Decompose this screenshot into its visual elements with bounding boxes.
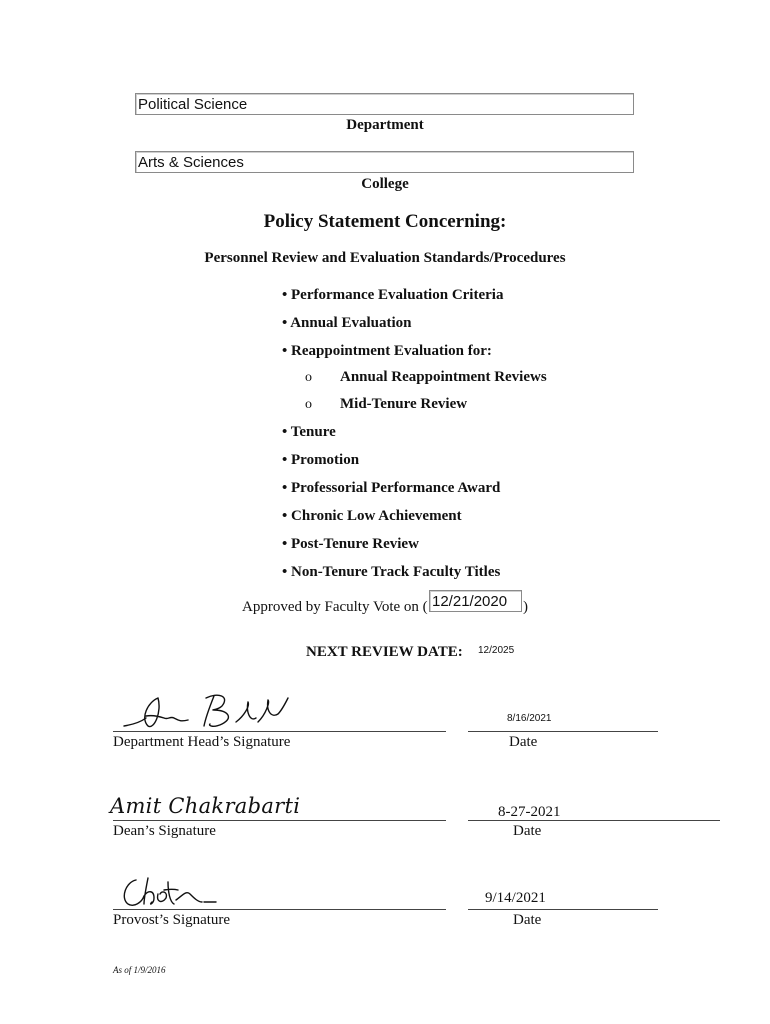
bullet-item: • Annual Evaluation bbox=[282, 315, 412, 331]
department-head-signature bbox=[118, 688, 298, 734]
dean-date[interactable]: 8-27-2021 bbox=[498, 804, 561, 820]
dean-label: Dean’s Signature bbox=[113, 823, 216, 839]
approved-prefix: Approved by Faculty Vote on ( bbox=[242, 599, 428, 615]
provost-date-line bbox=[468, 909, 658, 910]
bullet-item: • Reappointment Evaluation for: bbox=[282, 343, 492, 359]
policy-title: Policy Statement Concerning: bbox=[263, 211, 507, 232]
dean-signature-line bbox=[113, 820, 446, 821]
dean-date-line bbox=[468, 820, 720, 821]
provost-date[interactable]: 9/14/2021 bbox=[485, 890, 546, 906]
sub-bullet-item: Annual Reappointment Reviews bbox=[340, 369, 547, 385]
dean-signature: Amit Chakrabarti bbox=[110, 794, 301, 818]
footer-revision-date: As of 1/9/2016 bbox=[113, 965, 166, 975]
department-field[interactable]: Political Science bbox=[135, 93, 634, 115]
bullet-item: • Promotion bbox=[282, 452, 360, 468]
department-head-label: Department Head’s Signature bbox=[113, 734, 291, 750]
department-head-signature-line bbox=[113, 731, 446, 732]
provost-date-label: Date bbox=[513, 912, 542, 928]
bullet-item: • Post-Tenure Review bbox=[282, 536, 419, 552]
department-label: Department bbox=[346, 117, 424, 133]
bullet-item: • Professorial Performance Award bbox=[282, 480, 501, 496]
department-head-date-label: Date bbox=[509, 734, 538, 750]
bullet-item: • Non-Tenure Track Faculty Titles bbox=[282, 564, 501, 580]
college-field[interactable]: Arts & Sciences bbox=[135, 151, 634, 173]
bullet-item: • Chronic Low Achievement bbox=[282, 508, 462, 524]
provost-signature bbox=[118, 872, 228, 912]
provost-signature-line bbox=[113, 909, 446, 910]
approved-suffix: ) bbox=[523, 599, 528, 615]
sub-bullet-icon: o bbox=[305, 370, 312, 385]
dean-date-label: Date bbox=[513, 823, 542, 839]
policy-subtitle: Personnel Review and Evaluation Standards/Procedures bbox=[204, 250, 566, 266]
bullet-item: • Performance Evaluation Criteria bbox=[282, 287, 504, 303]
approved-date-field[interactable]: 12/21/2020 bbox=[429, 590, 522, 612]
sub-bullet-item: Mid-Tenure Review bbox=[340, 396, 468, 412]
next-review-label: NEXT REVIEW DATE: bbox=[306, 644, 463, 660]
department-head-date-line bbox=[468, 731, 658, 732]
department-head-date[interactable]: 8/16/2021 bbox=[507, 713, 552, 724]
next-review-value[interactable]: 12/2025 bbox=[478, 645, 515, 656]
sub-bullet-icon: o bbox=[305, 397, 312, 412]
bullet-item: • Tenure bbox=[282, 424, 336, 440]
provost-label: Provost’s Signature bbox=[113, 912, 231, 928]
college-label: College bbox=[361, 176, 409, 192]
